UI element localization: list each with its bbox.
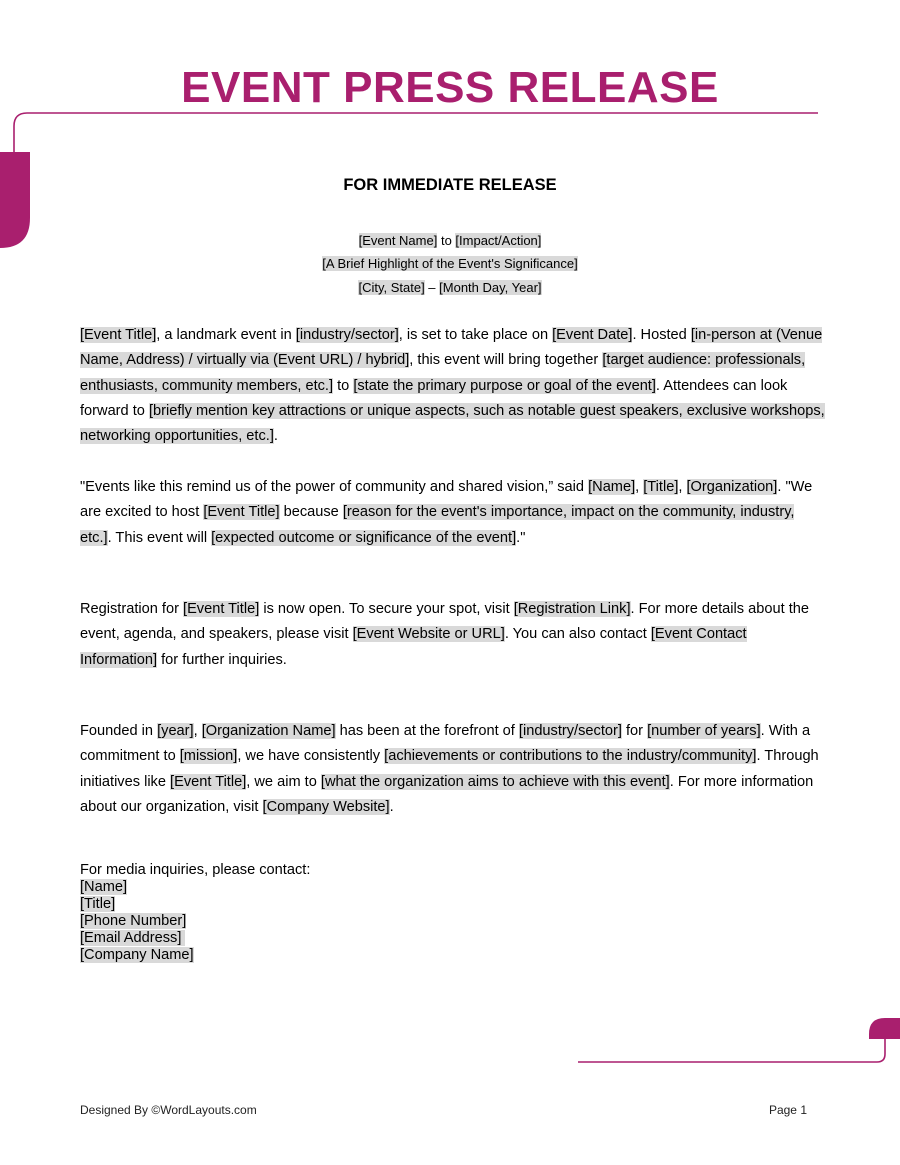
contact-name-placeholder: [Name] [80,879,128,895]
body-text: . This event will [107,529,212,546]
header-accent-line [14,113,818,152]
body-text: . For more information about our organization, visit [80,773,814,815]
placeholder-field: [Event Title] [80,327,157,343]
body-text: . "We are excited to host [80,479,813,521]
page-number: Page 1 [768,1103,807,1117]
body-text: for [621,723,648,739]
body-text: , we aim to [246,773,321,790]
placeholder-field: [Registration Link] [513,601,631,617]
placeholder-field: [Event Title] [183,601,260,617]
body-text: . For more details about the event, agenda, and speakers, please visit [80,601,809,643]
contact-email-placeholder: [Email Address] [80,930,186,946]
body-text: because [279,504,343,521]
highlight-placeholder: [A Brief Highlight of the Event's Significance] [322,256,578,272]
placeholder-field: [briefly mention key attractions or unique aspects, such as notable guest speakers, exclusive workshops, networking opportunities, etc.] [80,402,825,445]
city-state-placeholder: [City, State] [358,279,425,295]
placeholder-field: [expected outcome or significance of the event] [211,529,517,546]
event-name-placeholder: [Event Name] [358,233,438,248]
body-text: , this event will bring together [409,352,603,369]
placeholder-field: [number of years] [647,723,761,739]
release-subheading: FOR IMMEDIATE RELEASE [343,176,557,194]
placeholder-field: [Event Title] [203,504,280,521]
body-text: , a landmark event in [156,327,296,343]
body-text: , we have consistently [237,748,385,765]
paragraph-quote [80,475,825,551]
headline-block [0,229,900,299]
body-text: . With a commitment to [80,723,811,765]
paragraph-event-overview [80,323,825,449]
body-text: , [193,723,202,739]
placeholder-field: [Title] [643,479,679,495]
paragraph-registration [80,597,825,673]
impact-action-placeholder: [Impact/Action] [455,233,542,248]
contact-company-placeholder: [Company Name] [80,947,194,963]
body-text: . [273,428,278,445]
paragraph-about-organization [80,719,825,820]
placeholder-field: [Event Website or URL] [352,626,505,643]
headline-line-2 [0,252,900,275]
placeholder-field: [Company Website] [262,798,390,815]
placeholder-field: [achievements or contributions to the industry/community] [384,748,757,765]
body-text: , [635,479,644,495]
body-text: is now open. To secure your spot, visit [259,601,514,617]
contact-title-placeholder: [Title] [80,896,116,912]
body-text: "Events like this remind us of the power of community and shared vision,” said [80,479,589,495]
headline-line-1 [0,229,900,252]
header-accent-decoration [0,0,900,260]
body-text: ." [516,529,526,546]
placeholder-field: [in-person at (Venue Name, Address) / virtually via (Event URL) / hybrid] [80,327,823,369]
body-text: . [389,798,394,815]
body-text: . You can also contact [504,626,651,643]
placeholder-field: [Organization Name] [201,723,336,739]
contact-phone-placeholder: [Phone Number] [80,913,187,929]
body-text: Founded in [80,723,158,739]
dateline-dash: – [424,279,440,295]
placeholder-field: [what the organization aims to achieve with this event] [320,773,670,790]
body-text: has been at the forefront of [335,723,519,739]
footer-accent-tab [869,1018,900,1039]
body-text: . Through initiatives like [80,748,819,790]
body-text: , [678,479,687,495]
headline-connector: to [437,233,456,248]
placeholder-field: [Name] [588,479,636,495]
placeholder-field: [industry/sector] [295,327,399,343]
placeholder-field: [year] [157,723,194,739]
placeholder-field: [mission] [179,748,238,765]
placeholder-field: [reason for the event's importance, impact on the community, industry, etc.] [80,504,795,546]
placeholder-field: [Event Date] [552,327,633,343]
placeholder-field: [target audience: professionals, enthusiasts, community members, etc.] [80,352,806,394]
body-text: , is set to take place on [398,327,553,343]
placeholder-field: [state the primary purpose or goal of the event] [353,377,656,394]
placeholder-field: [Event Contact Information] [80,626,747,668]
placeholder-field: [Organization] [686,479,778,495]
body-text: . Attendees can look forward to [80,377,788,419]
placeholder-field: [Event Title] [170,773,247,790]
date-placeholder: [Month Day, Year] [439,279,542,295]
footer-credit: Designed By ©WordLayouts.com [80,1103,257,1117]
body-text: to [333,377,354,394]
placeholder-field: [industry/sector] [518,723,622,739]
footer-accent-line [578,1038,885,1062]
media-contact-block [80,862,310,964]
headline-line-3 [0,276,900,299]
body-text: for further inquiries. [157,651,287,668]
body-text: Registration for [80,601,184,617]
body-text: . Hosted [632,327,691,343]
media-contact-intro: For media inquiries, please contact: [80,862,311,878]
document-title: EVENT PRESS RELEASE [181,63,719,112]
